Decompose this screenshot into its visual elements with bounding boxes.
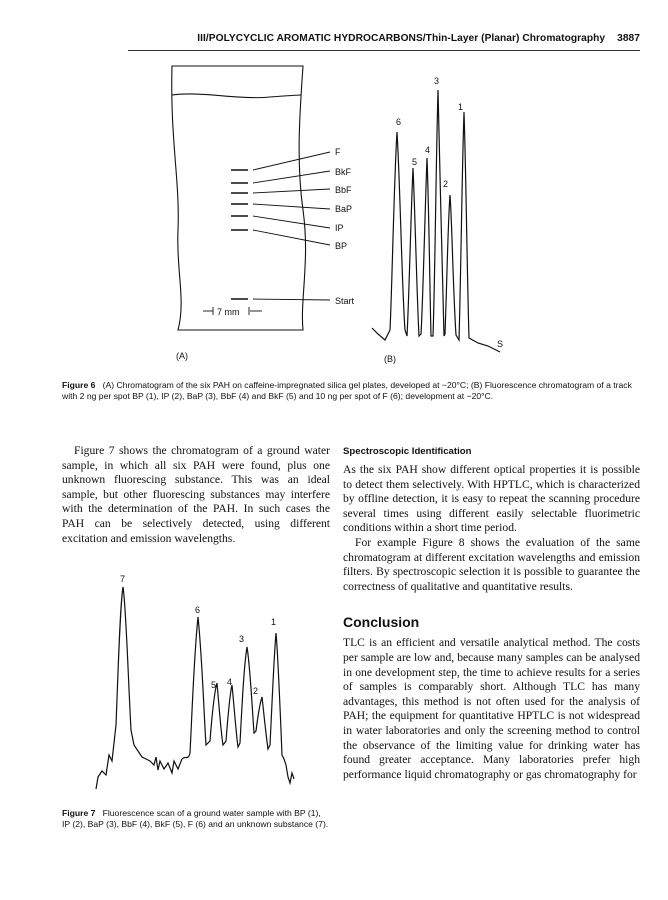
peak-s: S (497, 339, 504, 349)
f7-peak-1: 1 (271, 617, 277, 627)
spectro-heading: Spectroscopic Identification (343, 446, 472, 457)
f7-peak-7: 7 (120, 574, 126, 584)
peak-3: 3 (434, 76, 440, 86)
leader-ip (253, 216, 330, 228)
leader-f (253, 152, 330, 170)
figure-7-caption-text: Fluorescence scan of a ground water sample with BP (1), IP (2), BaP (3), BbF (4), BkF (5), F (6) and an unknown substance (7). (62, 808, 329, 829)
right-column (343, 446, 640, 782)
leader-bbf (253, 189, 330, 193)
label-scale: 7 mm (217, 307, 240, 317)
panel-a-label: (A) (176, 351, 188, 361)
peak-6: 6 (396, 117, 402, 127)
leader-start (253, 299, 330, 300)
figure-6b-trace (372, 90, 500, 352)
label-ip: IP (335, 223, 344, 233)
conclusion-paragraph: TLC is an efficient and versatile analytical method. The costs per sample are low and, because many samples can be analysed in one development step, the time to achieve results for a series of samples is comparably short. Although TLC has many advantages, this method is not often used for the analysis of PAH; the equipment for quantitative HPTLC is not widespread in water laboratories and only the screening method to control the observance of the limiting value for drinking water has found greater acceptance. Many laboratories prefer high performance liquid chromatography or gas chromatography for (343, 636, 640, 781)
figure-6a-plate (172, 66, 330, 330)
figure-7-caption (62, 808, 330, 830)
figure-6-caption-text: (A) Chromatogram of the six PAH on caffeine-impregnated silica gel plates, developed at −20°C; (B) Fluorescence chromatogram of a track with 2 ng per spot BP (1), IP (2), BaP (3), BbF (4) and BkF (5) and 10 ng per spot of F (6); development at −20°C. (62, 380, 632, 401)
f7-peak-3: 3 (239, 634, 245, 644)
figure-7-trace (96, 587, 294, 789)
solvent-front (172, 94, 301, 98)
figure-7-caption-label: Figure 7 (62, 808, 96, 818)
figure-6-caption-label: Figure 6 (62, 380, 96, 390)
peak-4: 4 (425, 145, 431, 155)
label-bp: BP (335, 241, 348, 251)
leader-bap (253, 204, 330, 209)
left-paragraph: Figure 7 shows the chromatogram of a ground water sample, in which all six PAH were found, plus one unknown fluorescing substance. This was an ideal sample, but other fluorescing substances may interfere with the determination of the PAH. In such cases the PAH can be selectively detected, using different excitation and emission wavelengths. (62, 444, 330, 545)
peak-2: 2 (443, 179, 449, 189)
figure-7 (60, 565, 340, 805)
conclusion-heading: Conclusion (343, 614, 420, 631)
left-column (62, 444, 330, 546)
peak-1: 1 (458, 102, 464, 112)
panel-b-label: (B) (384, 354, 396, 364)
label-bap: BaP (335, 204, 353, 214)
label-bbf: BbF (335, 185, 352, 195)
label-start: Start (335, 296, 355, 306)
spectro-paragraph-2: For example Figure 8 shows the evaluation of the same chromatogram at different excitation wavelengths and emission filters. By spectroscopic selection it is possible to guarantee the correctness of qualitative and quantitative results. (343, 535, 640, 593)
label-f: F (335, 147, 341, 157)
spectro-paragraph-1: As the six PAH show different optical properties it is possible to detect them selectively. With HPTLC, which is characterized by offline detection, it is easy to repeat the scanning procedure several times using different easily selectable fluorimetric conditions within a short time period. (343, 463, 640, 535)
leader-bkf (253, 171, 330, 183)
f7-peak-6: 6 (195, 605, 201, 615)
running-title: III/POLYCYCLIC AROMATIC HYDROCARBONS/Thin-Layer (Planar) Chromatography (197, 33, 606, 44)
f7-peak-5: 5 (211, 680, 217, 690)
label-bkf: BkF (335, 167, 352, 177)
plate-outline (172, 66, 306, 330)
figure-6 (0, 0, 668, 372)
leader-bp (253, 230, 330, 245)
page-number: 3887 (617, 33, 640, 44)
f7-peak-2: 2 (253, 686, 259, 696)
f7-peak-4: 4 (227, 677, 233, 687)
peak-5: 5 (412, 157, 418, 167)
figure-6-caption (62, 380, 640, 402)
